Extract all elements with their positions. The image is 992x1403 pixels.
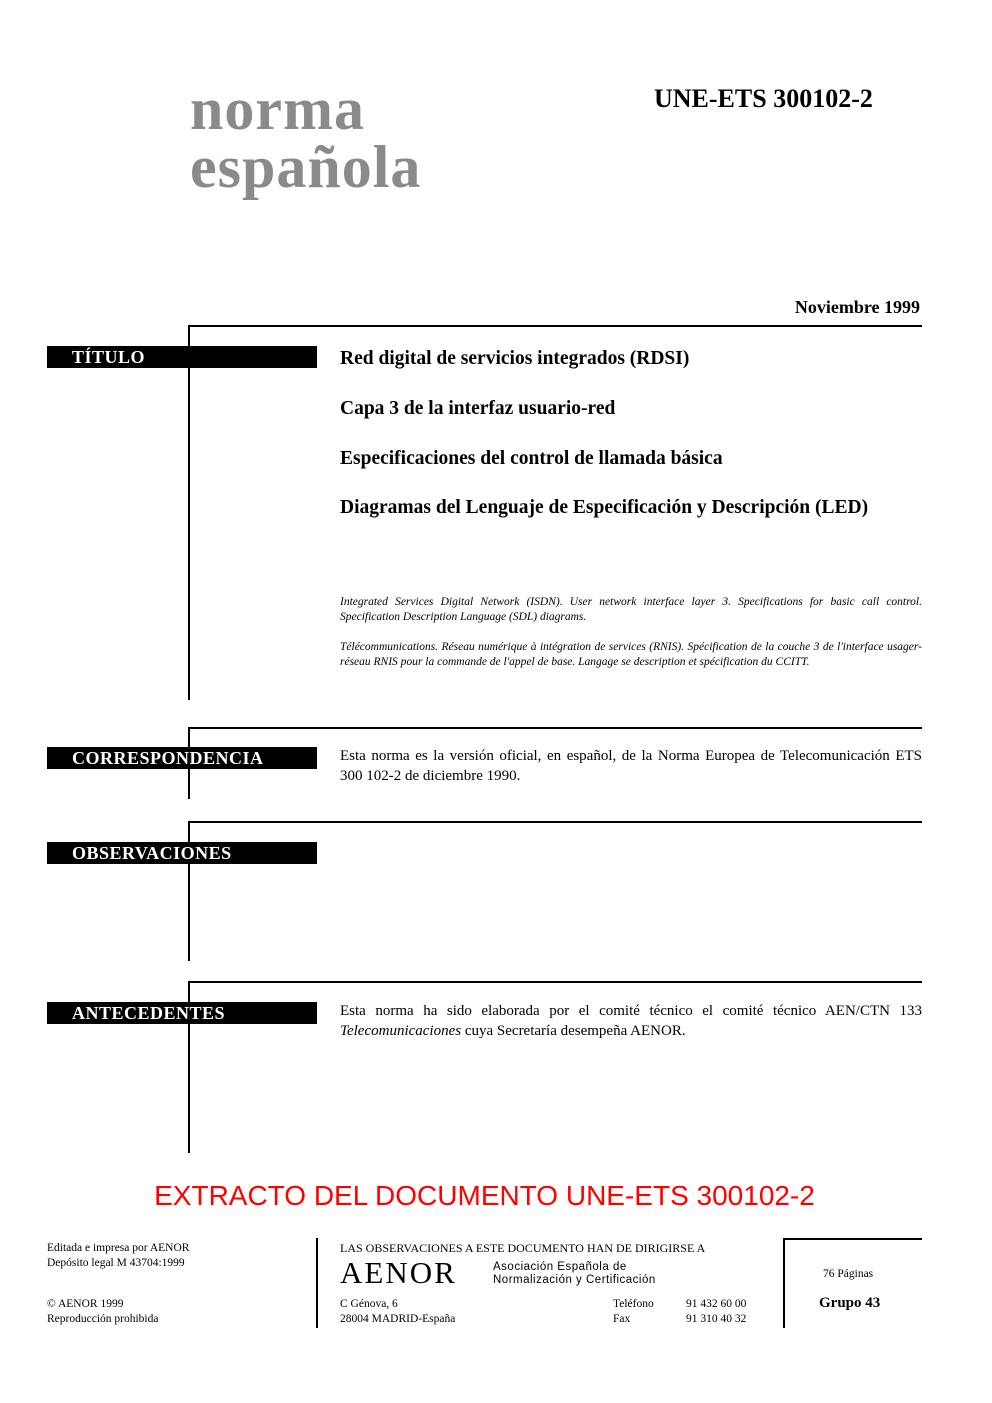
standard-code: UNE-ETS 300102-2 [654, 84, 873, 113]
title-line-2: Capa 3 de la interfaz usuario-red [340, 398, 616, 419]
extract-notice: EXTRACTO DEL DOCUMENTO UNE-ETS 300102-2 [154, 1180, 815, 1211]
french-title: Télécommunications. Réseau numérique à intégration de services (RNIS). Spécification de la couche 3 de l'interface usager-réseau RNIS pour la commande de l'appel de base. Langage se description et spécification du CCITT. [340, 641, 922, 668]
antecedentes-text [340, 1001, 922, 1041]
title-line-4: Diagramas del Lenguaje de Especificación y Descripción (LED) [340, 497, 869, 518]
phone-label: Teléfono [613, 1298, 654, 1310]
footer-notice: LAS OBSERVACIONES A ESTE DOCUMENTO HAN DE DIRIGIRSE A [340, 1241, 706, 1255]
fax-number: 91 310 40 32 [686, 1313, 747, 1325]
brand-line-1: norma [190, 76, 365, 142]
english-title: Integrated Services Digital Network (ISDN). User network interface layer 3. Specifications for basic call control. Specification Description Language (SDL) diagrams. [340, 596, 922, 623]
section-label-observaciones: OBSERVACIONES [47, 842, 317, 864]
legal-deposit: Depósito legal M 43704:1999 [47, 1257, 185, 1269]
footer-pages-vertical-rule [783, 1238, 785, 1328]
antecedentes-text-start: Esta norma ha sido elaborada por el comité técnico el comité técnico AEN/CTN 133 [340, 1003, 922, 1019]
price-group: Grupo 43 [819, 1295, 881, 1311]
page-count: 76 Páginas [823, 1268, 874, 1280]
address-line-1: C Génova, 6 [340, 1298, 398, 1310]
observaciones-top-rule [188, 821, 922, 823]
reproduction-notice: Reproducción prohibida [47, 1313, 159, 1325]
document-brand [190, 76, 422, 200]
footer-contact-values [686, 1297, 746, 1327]
brand-line-2: española [190, 134, 422, 200]
section-label-antecedentes: ANTECEDENTES [47, 1002, 317, 1024]
fax-label: Fax [613, 1313, 631, 1325]
antecedentes-top-rule [188, 981, 922, 983]
aenor-org-name [493, 1261, 656, 1286]
correspondencia-top-rule [188, 727, 922, 729]
org-line-1: Asociación Española de [493, 1261, 627, 1273]
footer-address [340, 1297, 455, 1327]
titulo-top-rule [188, 325, 922, 327]
edited-by: Editada e impresa por AENOR [47, 1242, 190, 1254]
footer-divider-left [316, 1238, 318, 1328]
title-line-1: Red digital de servicios integrados (RDSI) [340, 348, 690, 369]
aenor-logo: AENOR [340, 1255, 457, 1290]
footer-edition-info [47, 1241, 189, 1271]
phone-number: 91 432 60 00 [686, 1298, 747, 1310]
publication-date: Noviembre 1999 [794, 297, 920, 317]
title-line-3: Especificaciones del control de llamada básica [340, 448, 723, 469]
antecedentes-text-end: cuya Secretaría desempeña AENOR. [461, 1023, 686, 1039]
org-line-2: Normalización y Certificación [493, 1273, 656, 1286]
footer-contact-labels [613, 1297, 654, 1327]
correspondencia-text: Esta norma es la versión oficial, en español, de la Norma Europea de Telecomunicación ETS 300 102-2 de diciembre 1990. [340, 748, 922, 784]
copyright: © AENOR 1999 [47, 1298, 124, 1310]
address-line-2: 28004 MADRID-España [340, 1313, 456, 1325]
titulo-vertical-rule [188, 325, 190, 700]
footer-pages-top-rule [783, 1238, 922, 1240]
footer-copyright-info [47, 1297, 158, 1327]
section-label-titulo: TÍTULO [47, 346, 317, 368]
antecedentes-committee-name: Telecomunicaciones [340, 1023, 462, 1039]
section-label-correspondencia: CORRESPONDENCIA [47, 747, 317, 769]
